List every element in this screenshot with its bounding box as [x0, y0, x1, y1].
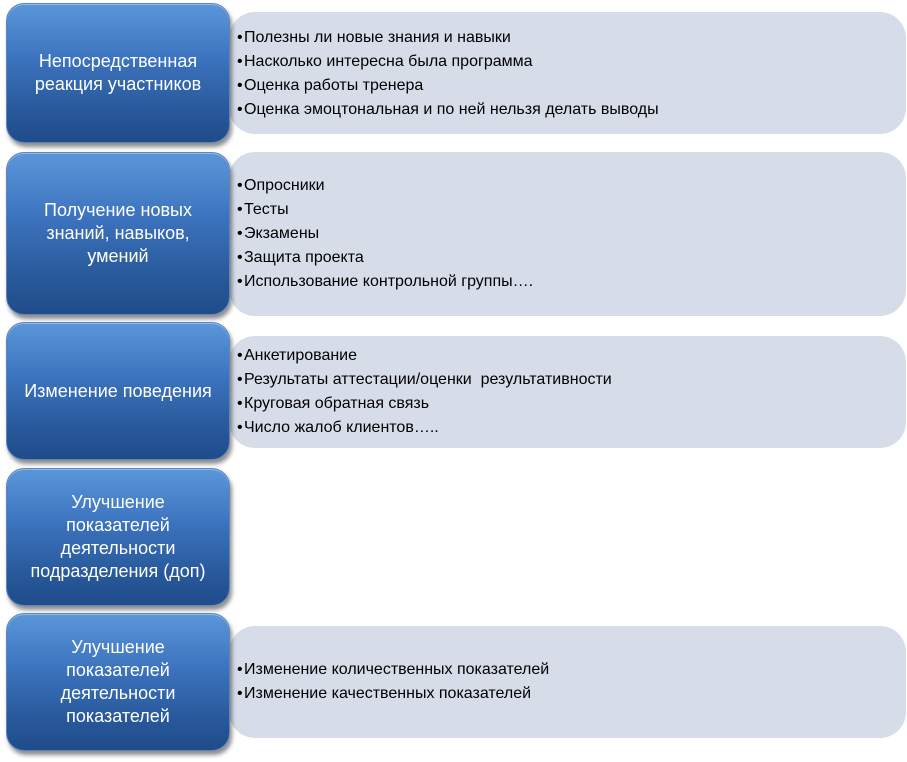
bullet-icon: • — [237, 395, 243, 412]
level-1-box — [6, 3, 230, 143]
bullet-icon: • — [237, 419, 243, 436]
list-item: •Результаты аттестации/оценки результативности — [237, 368, 612, 392]
level-1-title: Непосредственная реакция участников — [34, 51, 202, 94]
list-item: •Изменение качественных показателей — [237, 682, 549, 706]
level-4-title: Улучшение показателей деятельности подразделения (доп) — [30, 492, 206, 581]
list-item: •Оценка работы тренера — [237, 74, 659, 98]
list-item: •Оценка эмоцтональная и по ней нельзя делать выводы — [237, 98, 659, 122]
level-5-list — [237, 658, 549, 706]
list-item: •Анкетирование — [237, 344, 612, 368]
level-2-title: Получение новых знаний, навыков, умений — [44, 200, 192, 266]
level-3-list — [237, 344, 612, 440]
level-5-title: Улучшение показателей деятельности показателей — [60, 637, 176, 726]
level-1-list — [237, 26, 659, 122]
list-item: •Полезны ли новые знания и навыки — [237, 26, 659, 50]
level-3-title: Изменение поведения — [24, 380, 212, 401]
bullet-icon: • — [237, 29, 243, 46]
level-2-list — [237, 174, 533, 294]
bullet-icon: • — [237, 661, 243, 678]
list-item: •Опросники — [237, 174, 533, 198]
level-3-box — [6, 322, 230, 460]
list-item: •Насколько интересна была программа — [237, 50, 659, 74]
level-4-box — [6, 468, 230, 606]
list-item: •Тесты — [237, 198, 533, 222]
list-item: •Экзамены — [237, 222, 533, 246]
list-item: •Использование контрольной группы…. — [237, 270, 533, 294]
level-5-box — [6, 613, 230, 751]
bullet-icon: • — [237, 371, 243, 388]
bullet-icon: • — [237, 225, 243, 242]
bullet-icon: • — [237, 77, 243, 94]
bullet-icon: • — [237, 201, 243, 218]
bullet-icon: • — [237, 685, 243, 702]
list-item: •Защита проекта — [237, 246, 533, 270]
bullet-icon: • — [237, 53, 243, 70]
bullet-icon: • — [237, 249, 243, 266]
bullet-icon: • — [237, 177, 243, 194]
list-item: •Число жалоб клиентов….. — [237, 416, 612, 440]
bullet-icon: • — [237, 273, 243, 290]
bullet-icon: • — [237, 347, 243, 364]
list-item: •Круговая обратная связь — [237, 392, 612, 416]
list-item: •Изменение количественных показателей — [237, 658, 549, 682]
level-2-box — [6, 152, 230, 315]
bullet-icon: • — [237, 101, 243, 118]
